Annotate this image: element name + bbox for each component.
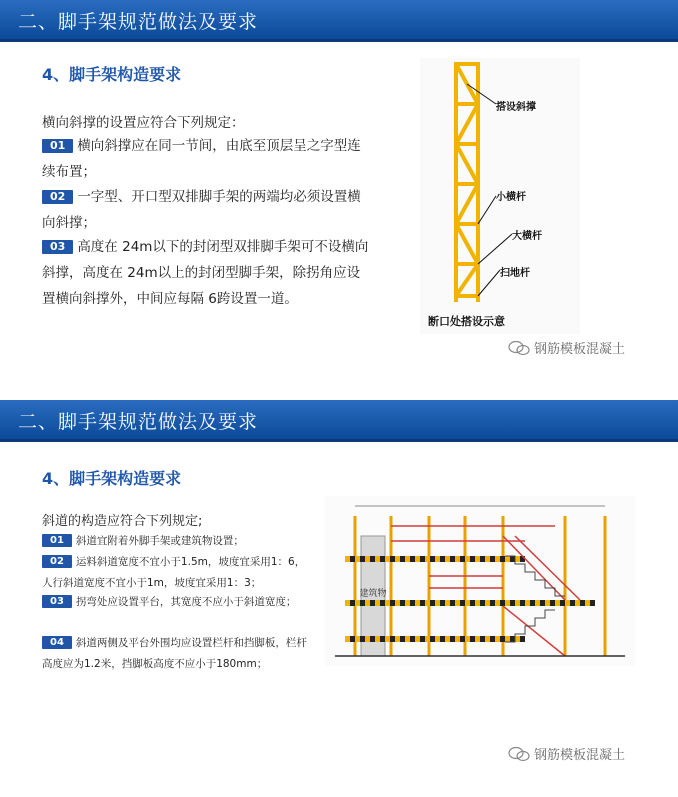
item-number-badge: 03 bbox=[42, 240, 73, 254]
intro-text: 横向斜撑的设置应符合下列规定： bbox=[42, 115, 245, 131]
item-number-badge: 04 bbox=[42, 636, 72, 649]
ramp-scaffold-diagram bbox=[325, 496, 635, 666]
list-item bbox=[42, 531, 312, 552]
slide-header bbox=[0, 400, 678, 442]
header-title: 二、脚手架规范做法及要求 bbox=[18, 11, 259, 33]
item-text: 斜道两侧及平台外围均应设置栏杆和挡脚板，栏杆高度应为1.2米，挡脚板高度不应小于180mm； bbox=[42, 637, 307, 670]
wechat-icon bbox=[508, 340, 530, 356]
building-label: 建筑物 bbox=[359, 589, 387, 599]
list-item bbox=[42, 184, 372, 236]
watermark bbox=[508, 744, 625, 763]
section-subtitle: 4、脚手架构造要求 bbox=[42, 469, 182, 488]
diagram-caption: 断口处搭设示意 bbox=[428, 315, 505, 328]
slide-1 bbox=[0, 0, 678, 380]
header-title: 二、脚手架规范做法及要求 bbox=[18, 411, 259, 433]
list-item bbox=[42, 234, 372, 312]
ramp-drawing bbox=[325, 496, 635, 666]
list-item bbox=[42, 633, 312, 675]
item-text: 运料斜道宽度不宜小于1.5m，坡度宜采用1：6，人行斜道宽度不宜小于1m，坡度宜采用1：3； bbox=[42, 556, 306, 589]
item-number-badge: 03 bbox=[42, 595, 72, 608]
diagram-label: 扫地杆 bbox=[500, 268, 530, 279]
slide-2 bbox=[0, 400, 678, 797]
watermark-text: 钢筋模板混凝土 bbox=[534, 342, 626, 357]
item-number-badge: 01 bbox=[42, 139, 73, 153]
watermark bbox=[508, 338, 625, 357]
item-text: 拐弯处应设置平台，其宽度不应小于斜道宽度； bbox=[75, 596, 297, 608]
item-text: 高度在 24m以下的封闭型双排脚手架可不设横向斜撑，高度在 24m以上的封闭型脚手架，除拐角应设置横向斜撑外，中间应每隔 6跨设置一道。 bbox=[42, 239, 369, 307]
slide-header bbox=[0, 0, 678, 42]
intro-text: 斜道的构造应符合下列规定; bbox=[42, 514, 203, 529]
item-text: 斜道宜附着外脚手架或建筑物设置； bbox=[75, 535, 244, 547]
scaffold-diagram bbox=[420, 58, 580, 334]
list-item bbox=[42, 552, 312, 594]
diagram-label: 大横杆 bbox=[512, 231, 542, 242]
wechat-icon bbox=[508, 746, 530, 762]
item-number-badge: 02 bbox=[42, 190, 73, 204]
item-text: 一字型、开口型双排脚手架的两端均必须设置横向斜撑； bbox=[42, 189, 361, 231]
item-number-badge: 01 bbox=[42, 534, 72, 547]
item-number-badge: 02 bbox=[42, 555, 72, 568]
list-item bbox=[42, 133, 372, 185]
section-subtitle: 4、脚手架构造要求 bbox=[42, 65, 182, 84]
list-item bbox=[42, 592, 312, 613]
diagram-label: 小横杆 bbox=[496, 192, 526, 203]
item-text: 横向斜撑应在同一节间，由底至顶层呈之字型连续布置； bbox=[42, 138, 361, 180]
watermark-text: 钢筋模板混凝土 bbox=[534, 748, 626, 763]
diagram-label: 搭设斜撑 bbox=[496, 102, 536, 113]
